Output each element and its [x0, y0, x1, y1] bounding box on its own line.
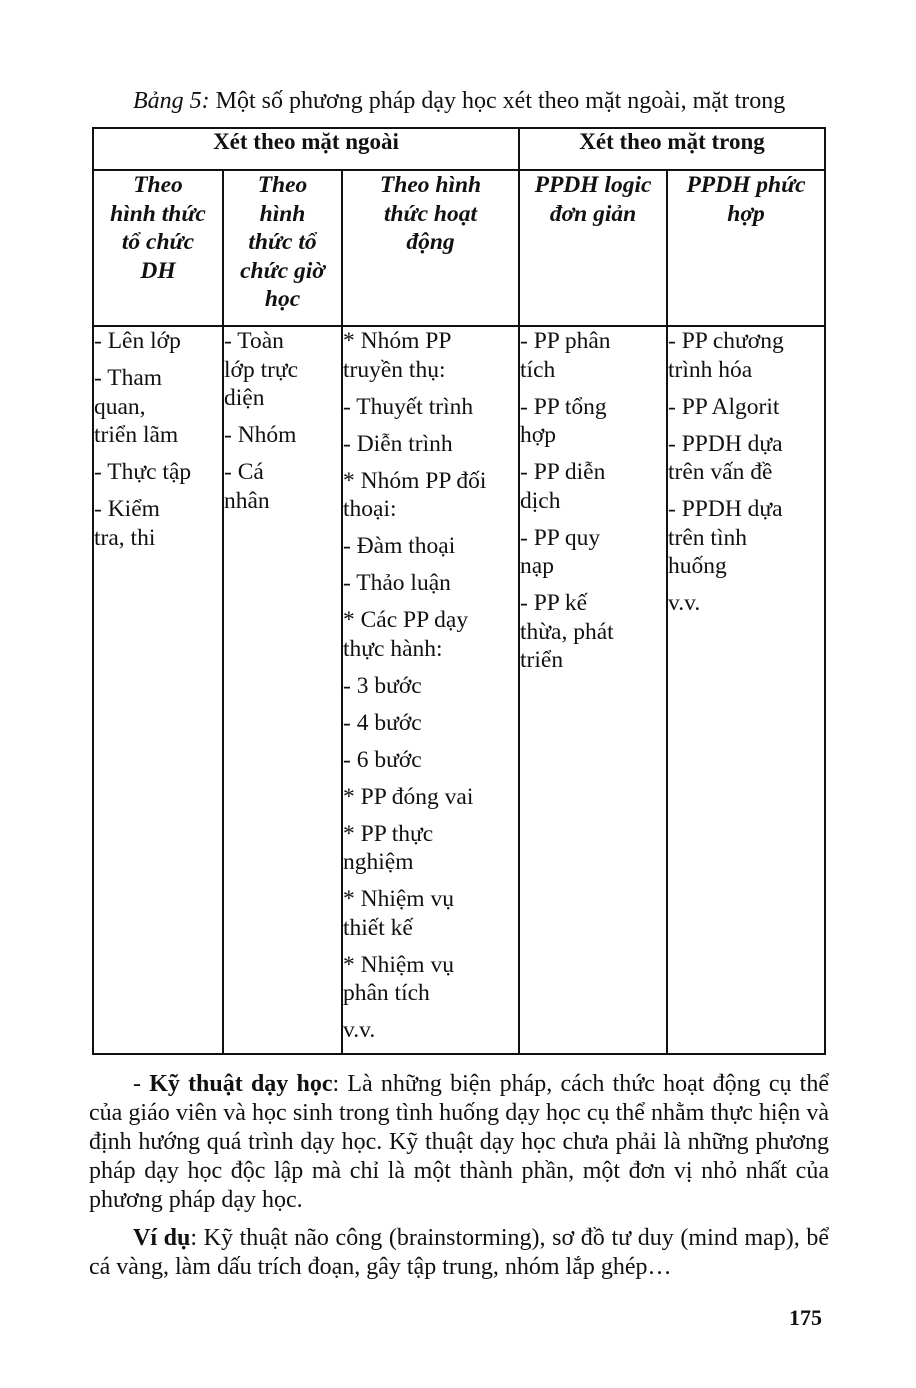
content-row — [93, 326, 825, 1054]
list-item: - PPDH dựa trên tình huống — [668, 496, 783, 579]
content-cell — [667, 326, 825, 1054]
subheader-text: Theo hình thức tổ chức DH — [110, 172, 206, 284]
list-item: * Nhóm PP đối thoại: — [343, 467, 487, 522]
subheader-text: Theo hình thức hoạt động — [379, 172, 482, 255]
list-item: - PP kế thừa, phát triển — [520, 590, 614, 673]
subheader-text: PPDH phức hợp — [686, 172, 806, 227]
list-item: - Lên lớp — [94, 328, 181, 354]
list-item: * PP thực nghiệm — [343, 820, 434, 875]
page-number: 175 — [789, 1305, 822, 1330]
header-outer: Xét theo mặt ngoài — [93, 128, 519, 170]
list-item: v.v. — [343, 1017, 376, 1043]
list-item: - Thuyết trình — [343, 393, 474, 420]
list-item: - Tham quan, triển lãm — [94, 365, 179, 448]
content-cell — [519, 326, 667, 1054]
content-cell — [342, 326, 519, 1054]
subheader-text: Theo hình thức tổ chức giờ học — [240, 172, 325, 312]
list-item: - PP diễn dịch — [520, 459, 606, 514]
subheader-cell — [342, 170, 519, 326]
list-item: - 4 bước — [343, 709, 422, 736]
list-item: - Kiểm tra, thi — [94, 496, 160, 551]
list-item: - PP phân tích — [520, 328, 611, 383]
term-example: Ví dụ — [133, 1225, 191, 1251]
list-item: - Diễn trình — [343, 430, 453, 457]
list-item: * PP đóng vai — [343, 783, 474, 810]
list-item: - Nhóm — [224, 422, 297, 448]
group-header-row — [93, 128, 825, 170]
list-item: * Nhiệm vụ phân tích — [343, 951, 454, 1006]
list-item: - 3 bước — [343, 672, 422, 699]
list-item: - Thực tập — [94, 459, 192, 485]
list-item: v.v. — [668, 590, 701, 616]
term-teaching-technique: Kỹ thuật dạy học — [149, 1071, 333, 1097]
methods-table — [92, 127, 826, 1055]
caption-text: Một số phương pháp dạy học xét theo mặt ngoài, mặt trong — [215, 88, 786, 114]
sub-header-row — [93, 170, 825, 326]
subheader-cell — [93, 170, 223, 326]
subheader-cell — [223, 170, 342, 326]
paragraph-teaching-technique: - Kỹ thuật dạy học: Là những biện pháp, cách thức hoạt động cụ thể của giáo viên và học sinh trong tình huống dạy học cụ thể nhằm thực hiện và định hướng quá trình dạy học. Kỹ thuật dạy học chưa phải là những phương pháp dạy học độc lập mà chỉ là một thành phần, một đơn vị nhỏ nhất của phương pháp dạy học. — [89, 1071, 830, 1213]
list-item: - PP Algorit — [668, 393, 780, 420]
list-item: * Nhiệm vụ thiết kế — [343, 886, 454, 941]
subheader-cell — [667, 170, 825, 326]
content-cell — [223, 326, 342, 1054]
table-caption — [133, 88, 785, 115]
paragraph-example: Ví dụ: Kỹ thuật não công (brainstorming), sơ đồ tư duy (mind map), bể cá vàng, làm dấu trích đoạn, gây tập trung, nhóm lắp ghép… — [89, 1225, 829, 1280]
list-item: - PP chương trình hóa — [668, 328, 784, 383]
list-item: * Nhóm PP truyền thụ: — [343, 328, 452, 383]
subheader-cell — [519, 170, 667, 326]
subheader-text: PPDH logic đơn giản — [534, 172, 652, 227]
list-item: - PPDH dựa trên vấn đề — [668, 430, 783, 485]
list-item: - 6 bước — [343, 746, 422, 773]
list-item: * Các PP dạy thực hành: — [343, 607, 469, 662]
content-cell — [93, 326, 223, 1054]
list-item: - PP quy nạp — [520, 524, 601, 579]
list-item: - Đàm thoại — [343, 533, 456, 559]
list-item: - Thảo luận — [343, 570, 451, 596]
header-inner: Xét theo mặt trong — [519, 128, 825, 170]
list-item: - Cá nhân — [224, 459, 270, 514]
caption-label: Bảng 5: — [133, 88, 210, 114]
list-item: - PP tổng hợp — [520, 393, 607, 448]
list-item: - Toàn lớp trực diện — [224, 328, 299, 411]
